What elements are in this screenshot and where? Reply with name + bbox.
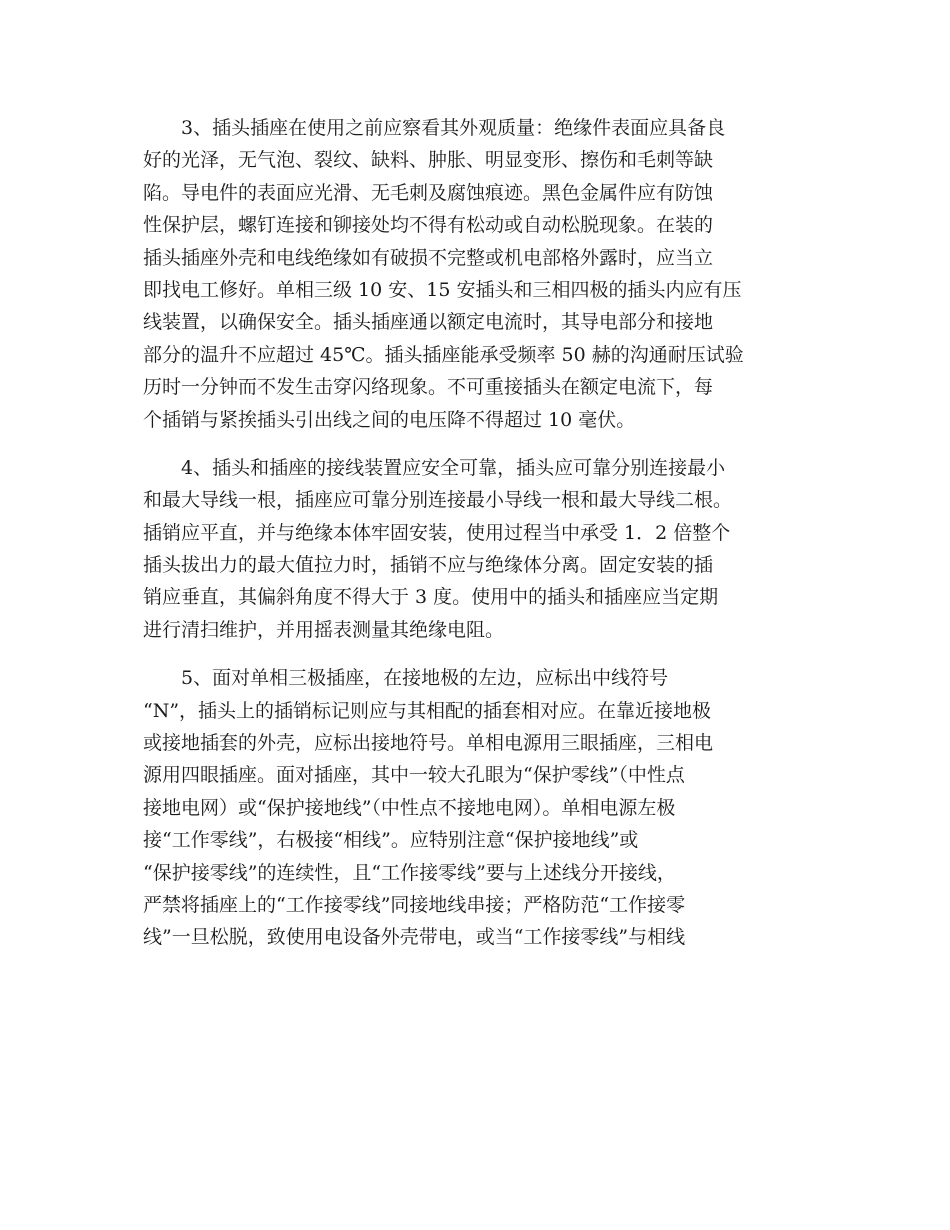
text-line: 插头拔出力的最大值拉力时，插销不应与绝缘体分离。固定安装的插 [143,554,714,577]
text-line: 即找电工修好。单相三级 10 安、15 安插头和三相四极的插头内应有压 [143,278,742,301]
text-line: 严禁将插座上的“工作接零线”同接地线串接；严格防范“工作接零 [143,893,686,916]
text-line: 进行清扫维护，并用摇表测量其绝缘电阻。 [143,618,505,641]
text-line: 4、插头和插座的接线装置应安全可靠，插头应可靠分别连接最小 [181,456,726,479]
text-line: 线”一旦松脱，致使用电设备外壳带电，或当“工作接零线”与相线 [143,926,686,949]
text-line: 历时一分钟而不发生击穿闪络现象。不可重接插头在额定电流下，每 [143,376,714,399]
paragraph-spacer [143,646,803,662]
text-line: 5、面对单相三极插座，在接地极的左边，应标出中线符号 [181,667,669,690]
text-line: 源用四眼插座。面对插座，其中一较大孔眼为“保护零线”（中性点 [143,764,685,787]
text-line: 接“工作零线”，右极接“相线”。应特别注意“保护接地线”或 [143,829,639,852]
text-line: 好的光泽，无气泡、裂纹、缺料、肿胀、明显变形、擦伤和毛刺等缺 [143,149,714,172]
text-line: “N”，插头上的插销标记则应与其相配的插套相对应。在靠近接地极 [143,699,712,722]
text-line: 插销应平直，并与绝缘本体牢固安装，使用过程当中承受 1．2 倍整个 [143,521,731,544]
text-line: 和最大导线一根，插座应可靠分别连接最小导线一根和最大导线二根。 [143,489,733,512]
text-line: 陷。导电件的表面应光滑、无毛刺及腐蚀痕迹。黑色金属件应有防蚀 [143,181,714,204]
paragraph-5 [143,662,803,954]
text-line: 3、插头插座在使用之前应察看其外观质量：绝缘件表面应具备良 [181,117,726,139]
document-body [143,112,803,954]
paragraph-spacer [143,436,803,452]
text-line: 销应垂直，其偏斜角度不得大于 3 度。使用中的插头和插座应当定期 [143,586,719,609]
text-line: “保护接零线”的连续性，且“工作接零线”要与上述线分开接线， [143,861,676,884]
paragraph-4 [143,452,803,646]
text-line: 部分的温升不应超过 45℃。插头插座能承受频率 50 赫的沟通耐压试验 [143,343,744,366]
text-line: 个插销与紧挨插头引出线之间的电压降不得超过 10 毫伏。 [143,408,636,431]
text-line: 线装置，以确保安全。插头插座通以额定电流时，其导电部分和接地 [143,311,714,334]
paragraph-3 [143,112,803,436]
text-line: 接地电网）或“保护接地线”（中性点不接地电网）。单相电源左极 [143,796,676,819]
text-line: 性保护层，螺钉连接和铆接处均不得有松动或自动松脱现象。在装的 [143,214,714,237]
text-line: 或接地插套的外壳，应标出接地符号。单相电源用三眼插座，三相电 [143,732,714,755]
text-line: 插头插座外壳和电线绝缘如有破损不完整或机电部格外露时，应当立 [143,246,714,269]
